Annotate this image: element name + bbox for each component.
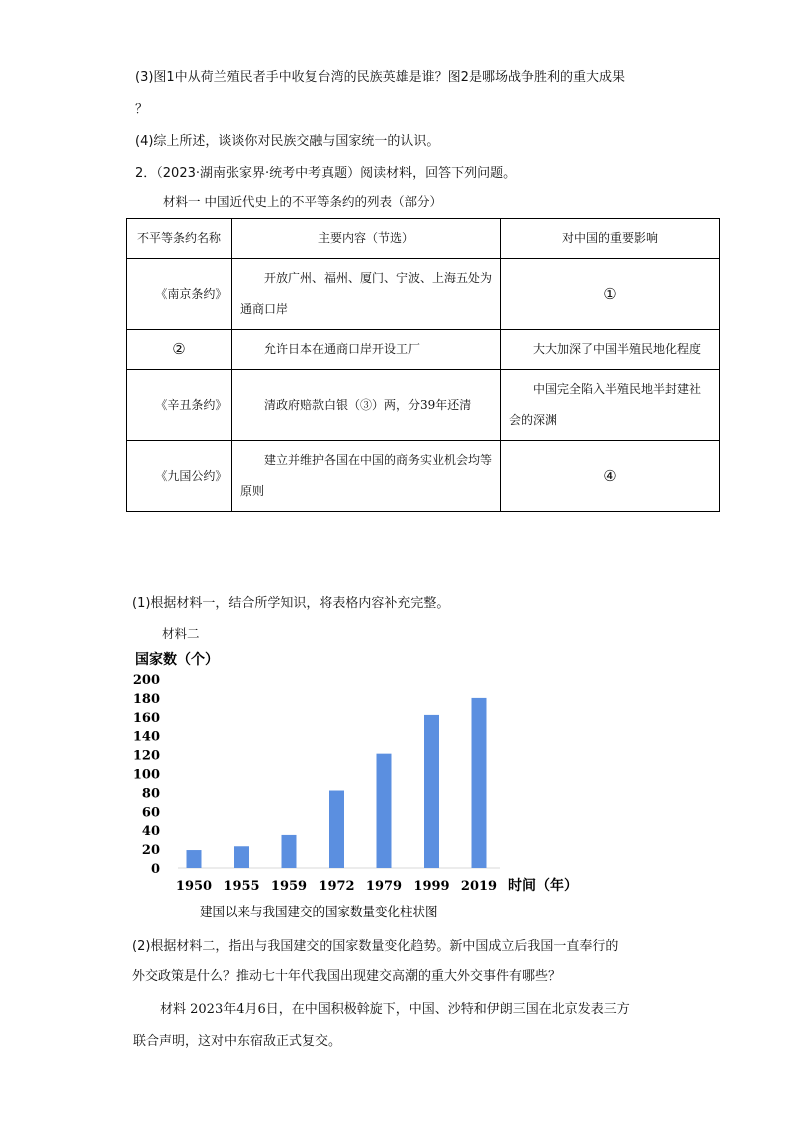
bar-1999	[424, 715, 439, 868]
table-row	[127, 330, 720, 370]
table-row	[127, 441, 720, 512]
y-tick-label: 0	[150, 862, 160, 877]
y-axis-label: 国家数（个）	[135, 652, 219, 668]
table-header-row	[127, 219, 720, 259]
table-row	[127, 370, 720, 441]
y-tick-label: 80	[141, 786, 160, 802]
y-tick-label: 180	[132, 691, 160, 707]
x-tick-label: 1999	[413, 879, 450, 894]
question-2-header: 2．（2023·湖南张家界·统考中考真题）阅读材料，回答下列问题。	[135, 166, 517, 181]
treaty-impact: 中国完全陷入半殖民地半封建社会的深渊	[501, 370, 720, 441]
y-tick-label: 20	[141, 843, 160, 859]
treaty-name: 《九国公约》	[127, 441, 232, 512]
bar-1972	[329, 791, 344, 868]
table-row	[127, 259, 720, 330]
treaty-name: 《南京条约》	[127, 259, 232, 330]
x-tick-label: 1959	[270, 879, 308, 894]
treaty-name: 《辛丑条约》	[127, 370, 232, 441]
y-tick-label: 60	[141, 805, 160, 821]
treaty-impact: ①	[501, 259, 720, 330]
material-3-text: 材料 2023年4月6日，在中国积极斡旋下，中国、沙特和伊朗三国在北京发表三方	[160, 1002, 630, 1017]
bar-1979	[377, 754, 392, 868]
material-2-title: 材料二	[162, 626, 200, 641]
material-1-title: 材料一 中国近代史上的不平等条约的列表（部分）	[163, 194, 442, 209]
table-header: 不平等条约名称	[127, 219, 232, 259]
treaty-content: 允许日本在通商口岸开设工厂	[232, 330, 501, 370]
treaty-content: 建立并维护各国在中国的商务实业机会均等原则	[232, 441, 501, 512]
question-4-text: (4)综上所述，谈谈你对民族交融与国家统一的认识。	[135, 134, 440, 149]
question-2-text-cont: 外交政策是什么？推动七十年代我国出现建交高潮的重大外交事件有哪些？	[132, 969, 562, 984]
treaty-impact: ④	[501, 441, 720, 512]
x-tick-label: 2019	[460, 879, 498, 894]
bar-1950	[187, 850, 202, 868]
question-2-text: (2)根据材料二，指出与我国建交的国家数量变化趋势。新中国成立后我国一直奉行的	[132, 939, 619, 954]
question-3-text: (3)图1中从荷兰殖民者手中收复台湾的民族英雄是谁？图2是哪场战争胜利的重大成果	[135, 70, 625, 85]
y-tick-label: 140	[132, 729, 160, 745]
y-tick-label: 160	[132, 710, 160, 726]
question-1-text: (1)根据材料一，结合所学知识，将表格内容补充完整。	[132, 596, 450, 611]
bar-chart	[0, 640, 794, 930]
x-tick-label: 1955	[223, 879, 260, 894]
bar-1959	[282, 835, 297, 868]
chart-title: 建国以来与我国建交的国家数量变化柱状图	[200, 904, 438, 919]
treaty-table	[126, 218, 720, 512]
y-tick-label: 40	[141, 824, 160, 840]
treaty-name: ②	[127, 330, 232, 370]
x-tick-label: 1979	[365, 879, 403, 894]
table-header: 对中国的重要影响	[501, 219, 720, 259]
table-header: 主要内容（节选）	[232, 219, 501, 259]
treaty-content: 开放广州、福州、厦门、宁波、上海五处为通商口岸	[232, 259, 501, 330]
x-tick-label: 1972	[318, 879, 355, 894]
x-tick-label: 1950	[175, 879, 213, 894]
y-tick-label: 200	[132, 673, 160, 688]
treaty-impact: 大大加深了中国半殖民地化程度	[501, 330, 720, 370]
material-3-text-cont: 联合声明，这对中东宿敌正式复交。	[133, 1034, 342, 1049]
x-axis-label: 时间（年）	[508, 878, 578, 894]
y-tick-label: 100	[132, 767, 160, 783]
bar-2019	[472, 698, 487, 868]
y-tick-label: 120	[132, 748, 160, 764]
bar-1955	[234, 846, 249, 868]
treaty-content: 清政府赔款白银（③）两，分39年还清	[232, 370, 501, 441]
question-3-text-cont: ？	[135, 102, 149, 117]
